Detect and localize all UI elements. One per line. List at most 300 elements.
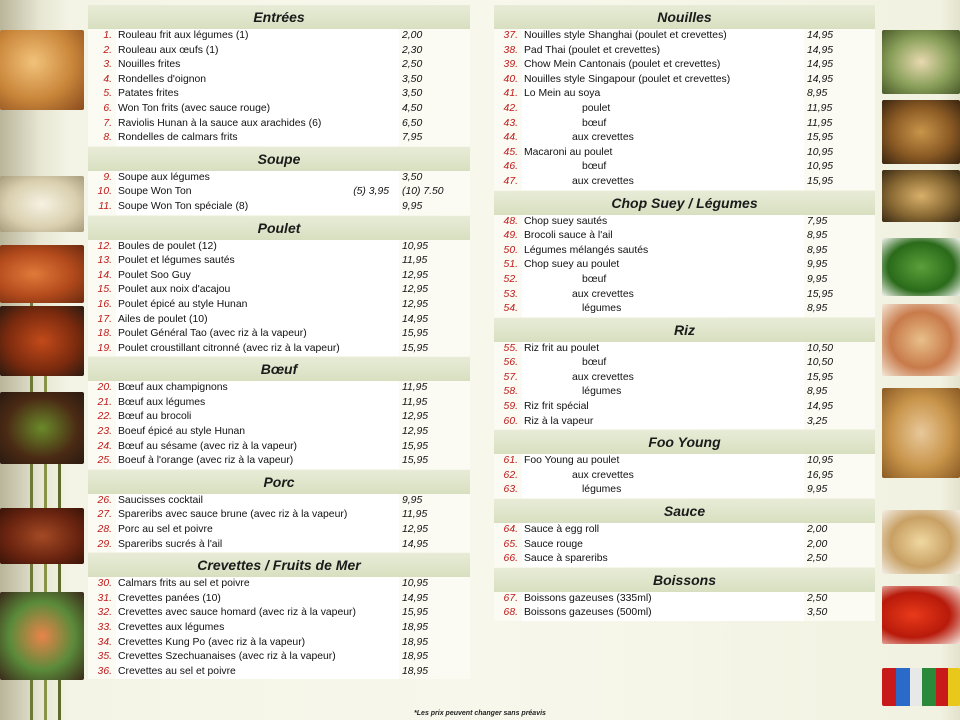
item-name-text: Ailes de poulet (10) — [118, 313, 208, 325]
item-number: 25. — [97, 455, 112, 467]
menu-item-row — [88, 313, 470, 328]
menu-item-row — [88, 73, 470, 88]
item-name — [116, 636, 399, 651]
item-price: 8,95 — [804, 244, 875, 259]
item-name — [116, 454, 399, 469]
item-name-text: Sauce à egg roll — [524, 524, 600, 536]
section-title-porc: Porc — [88, 470, 470, 494]
item-name-text: Rouleau frit aux légumes (1) — [118, 30, 249, 41]
item-name-text: Poulet Général Tao (avec riz à la vapeur) — [118, 328, 307, 340]
item-number: 19. — [97, 342, 112, 354]
item-number: 64. — [503, 524, 518, 536]
item-name — [116, 410, 399, 425]
item-number: 10. — [97, 186, 112, 198]
item-name-text: Riz frit spécial — [524, 401, 589, 413]
item-number: 65. — [503, 538, 518, 550]
item-number: 13. — [97, 255, 112, 267]
menu-item-row — [494, 415, 875, 430]
item-name — [522, 538, 804, 553]
item-name-text: aux crevettes — [572, 371, 634, 383]
item-name-text: bœuf — [582, 273, 607, 285]
item-price: 18,95 — [399, 636, 470, 651]
item-price: 9,95 — [399, 200, 470, 215]
item-name-text: Crevettes Kung Po (avec riz à la vapeur) — [118, 636, 306, 648]
spareribs-photo — [0, 508, 84, 564]
item-name — [522, 146, 804, 161]
item-number: 12. — [97, 240, 112, 252]
item-name-text: Nouilles style Shanghai (poulet et crevettes) — [524, 30, 727, 41]
item-name — [522, 117, 804, 132]
menu-item-row — [494, 302, 875, 317]
item-number: 33. — [97, 622, 112, 633]
item-number: 45. — [503, 146, 518, 158]
item-price: 3,50 — [399, 87, 470, 102]
item-name — [116, 621, 399, 636]
item-name-text: Poulet croustillant citronné (avec riz à la vapeur) — [118, 342, 340, 354]
section-title-boeuf: Bœuf — [88, 357, 470, 381]
section-items-boeuf — [88, 381, 470, 469]
menu-item-row — [88, 269, 470, 284]
menu-item-row — [88, 425, 470, 440]
item-name — [522, 415, 804, 430]
item-number: 8. — [103, 132, 112, 144]
item-number: 38. — [503, 44, 518, 56]
item-price: 14,95 — [804, 58, 875, 73]
menu-item-row — [88, 636, 470, 651]
chicken-balls-photo — [0, 245, 84, 303]
menu-right-column — [494, 4, 875, 621]
item-price: 10,95 — [804, 160, 875, 175]
item-number: 49. — [503, 230, 518, 242]
item-price: 16,95 — [804, 469, 875, 484]
menu-item-row — [494, 400, 875, 415]
item-name-text: Crevettes Szechuanaises (avec riz à la vapeur) — [118, 651, 336, 663]
item-name — [522, 215, 804, 230]
item-number: 37. — [503, 30, 518, 41]
macaroni-photo — [882, 170, 960, 222]
menu-item-row — [494, 385, 875, 400]
menu-item-row — [494, 117, 875, 132]
menu-item-row — [88, 342, 470, 357]
item-number: 16. — [97, 298, 112, 310]
item-price: 14,95 — [804, 73, 875, 88]
section-title-boissons: Boissons — [494, 568, 875, 592]
menu-item-row — [88, 508, 470, 523]
menu-item-row — [88, 410, 470, 425]
item-number: 40. — [503, 73, 518, 85]
item-number: 1. — [103, 30, 112, 41]
wonton-soup-photo — [0, 176, 84, 232]
item-name — [522, 302, 804, 317]
item-name-text: Boeuf à l'orange (avec riz à la vapeur) — [118, 455, 294, 467]
item-name — [116, 117, 399, 132]
item-number: 66. — [503, 553, 518, 565]
item-number: 63. — [503, 484, 518, 496]
section-title-nouilles: Nouilles — [494, 5, 875, 29]
menu-item-row — [494, 523, 875, 538]
item-number: 27. — [97, 509, 112, 521]
item-name — [522, 385, 804, 400]
menu-item-row — [88, 577, 470, 592]
item-name — [522, 160, 804, 175]
shanghai-noodles-photo — [882, 30, 960, 94]
menu-item-row — [494, 454, 875, 469]
item-name — [522, 552, 804, 567]
item-name — [116, 592, 399, 607]
item-price: 11,95 — [804, 117, 875, 132]
item-price: 3,25 — [804, 415, 875, 430]
item-number: 51. — [503, 259, 518, 271]
item-name — [522, 73, 804, 88]
item-price: 3,50 — [399, 73, 470, 88]
menu-item-row — [88, 283, 470, 298]
menu-item-row — [494, 160, 875, 175]
menu-item-row — [494, 29, 875, 44]
section-items-soupe — [88, 171, 470, 215]
menu-item-row — [88, 523, 470, 538]
section-items-foo-young — [494, 454, 875, 498]
item-price: 10,95 — [399, 577, 470, 592]
item-name — [116, 283, 399, 298]
menu-item-row — [494, 371, 875, 386]
item-number: 22. — [97, 411, 112, 423]
item-price: 2,50 — [804, 592, 875, 607]
item-number: 58. — [503, 386, 518, 398]
item-price: 11,95 — [399, 508, 470, 523]
item-name-text: aux crevettes — [572, 132, 634, 144]
foo-young-photo — [882, 510, 960, 574]
item-number: 55. — [503, 342, 518, 354]
item-price: 2,00 — [804, 523, 875, 538]
item-name-text: Sauce rouge — [524, 538, 583, 550]
item-name-text: Chop suey au poulet — [524, 259, 620, 271]
item-number: 28. — [97, 524, 112, 536]
shrimp-stir-fry-photo — [0, 592, 84, 680]
item-price: 7,95 — [399, 131, 470, 146]
item-name — [116, 342, 399, 357]
item-price: 10,50 — [804, 342, 875, 357]
item-number: 5. — [103, 88, 112, 100]
section-items-poulet — [88, 240, 470, 357]
item-name — [522, 523, 804, 538]
menu-item-row — [88, 494, 470, 509]
menu-item-row — [494, 258, 875, 273]
item-price: 14,95 — [399, 592, 470, 607]
item-price: 12,95 — [399, 269, 470, 284]
item-name — [116, 87, 399, 102]
item-name-text: Patates frites — [118, 88, 179, 100]
item-number: 3. — [103, 59, 112, 71]
item-name-text: Macaroni au poulet — [524, 146, 613, 158]
item-name — [116, 396, 399, 411]
item-name-text: bœuf — [582, 161, 607, 173]
beef-broccoli-photo — [0, 392, 84, 464]
item-name-text: Brocoli sauce à l'ail — [524, 230, 613, 242]
item-name — [116, 240, 399, 255]
menu-item-row — [88, 254, 470, 269]
item-name-text: légumes — [582, 303, 622, 315]
item-price: 8,95 — [804, 385, 875, 400]
item-price: 18,95 — [399, 665, 470, 680]
item-price: 11,95 — [804, 102, 875, 117]
item-price: 15,95 — [804, 371, 875, 386]
menu-item-row — [88, 381, 470, 396]
section-title-soupe: Soupe — [88, 147, 470, 171]
item-price: 3,50 — [804, 606, 875, 621]
item-price: 15,95 — [399, 606, 470, 621]
item-name — [522, 229, 804, 244]
item-price: 12,95 — [399, 298, 470, 313]
item-price: 9,95 — [804, 483, 875, 498]
item-name — [116, 44, 399, 59]
section-title-chop-suey-legumes: Chop Suey / Légumes — [494, 191, 875, 215]
menu-item-row — [88, 131, 470, 146]
menu-item-row — [494, 342, 875, 357]
item-number: 53. — [503, 288, 518, 300]
item-name-text: Bœuf aux champignons — [118, 382, 228, 394]
item-price: 15,95 — [804, 288, 875, 303]
item-price: 15,95 — [399, 454, 470, 469]
item-name-text: Saucisses cocktail — [118, 494, 203, 506]
item-name — [116, 523, 399, 538]
section-items-entrees — [88, 29, 470, 146]
menu-item-row — [494, 58, 875, 73]
item-price: 11,95 — [399, 396, 470, 411]
item-price: (10) 7.50 — [399, 185, 470, 200]
item-name-text: Poulet Soo Guy — [118, 269, 191, 281]
item-number: 17. — [97, 313, 112, 325]
item-name-text: Spareribs avec sauce brune (avec riz à la vapeur) — [118, 509, 348, 521]
item-price: 15,95 — [399, 342, 470, 357]
menu-item-row — [494, 273, 875, 288]
item-name — [116, 29, 399, 44]
item-name-text: Boeuf épicé au style Hunan — [118, 426, 246, 438]
item-number: 41. — [503, 88, 518, 100]
item-price: 14,95 — [399, 313, 470, 328]
section-items-sauce — [494, 523, 875, 567]
item-number: 11. — [98, 200, 112, 212]
item-price: 12,95 — [399, 410, 470, 425]
item-name-text: Poulet aux noix d'acajou — [118, 284, 231, 296]
item-name — [522, 58, 804, 73]
item-price: 15,95 — [399, 440, 470, 455]
item-number: 7. — [103, 117, 112, 129]
section-title-foo-young: Foo Young — [494, 430, 875, 454]
item-name — [116, 58, 399, 73]
item-number: 57. — [503, 371, 518, 383]
menu-item-row — [88, 298, 470, 313]
item-name — [522, 258, 804, 273]
item-price: 2,50 — [804, 552, 875, 567]
section-title-crevettes-fruits-de-mer: Crevettes / Fruits de Mer — [88, 553, 470, 577]
item-name-text: Sauce à spareribs — [524, 553, 608, 565]
menu-item-row — [494, 44, 875, 59]
item-name-text: Rondelles d'oignon — [118, 73, 207, 85]
item-name-text: Won Ton frits (avec sauce rouge) — [118, 102, 271, 114]
item-price: 11,95 — [399, 381, 470, 396]
item-name-text: Bœuf au sésame (avec riz à la vapeur) — [118, 440, 298, 452]
item-price: 14,95 — [804, 44, 875, 59]
item-price: 2,00 — [399, 29, 470, 44]
item-number: 21. — [97, 396, 112, 408]
item-price: 10,50 — [804, 356, 875, 371]
price-disclaimer: *Les prix peuvent changer sans préavis — [414, 710, 546, 717]
menu-item-row — [88, 665, 470, 680]
item-price: 3,50 — [399, 171, 470, 186]
item-name-text: Riz frit au poulet — [524, 342, 600, 354]
menu-item-row — [494, 215, 875, 230]
section-items-nouilles — [494, 29, 875, 190]
menu-item-row — [494, 229, 875, 244]
item-name-text: légumes — [582, 386, 622, 398]
item-name-text: Boissons gazeuses (500ml) — [524, 607, 652, 619]
item-number: 35. — [97, 651, 112, 663]
item-number: 62. — [503, 469, 518, 481]
item-name-text: bœuf — [582, 117, 607, 129]
red-sauce-photo — [882, 586, 960, 644]
item-price: 11,95 — [399, 254, 470, 269]
item-name — [522, 175, 804, 190]
item-number: 24. — [97, 440, 112, 452]
item-name — [116, 313, 399, 328]
menu-left-column — [88, 4, 470, 679]
item-price: 9,95 — [804, 273, 875, 288]
item-name-text: aux crevettes — [572, 469, 634, 481]
menu-item-row — [88, 396, 470, 411]
item-price: 18,95 — [399, 650, 470, 665]
item-name-text: Crevettes aux légumes — [118, 622, 225, 633]
item-number: 14. — [97, 269, 112, 281]
item-name — [116, 254, 399, 269]
item-name — [522, 342, 804, 357]
item-name — [522, 371, 804, 386]
broccoli-photo — [882, 238, 960, 296]
item-number: 46. — [503, 161, 518, 173]
item-name — [522, 273, 804, 288]
item-number: 4. — [103, 73, 112, 85]
item-price: 18,95 — [399, 621, 470, 636]
item-name-text: Légumes mélangés sautés — [524, 244, 649, 256]
item-small-price: (5) 3,95 — [353, 186, 389, 198]
item-number: 44. — [503, 132, 518, 144]
item-name — [522, 102, 804, 117]
item-name — [116, 606, 399, 621]
item-name-text: Spareribs sucrés à l'ail — [118, 538, 223, 550]
item-name — [522, 29, 804, 44]
menu-item-row — [494, 538, 875, 553]
item-price: 2,30 — [399, 44, 470, 59]
item-number: 31. — [97, 592, 112, 604]
item-price: 12,95 — [399, 425, 470, 440]
section-title-sauce: Sauce — [494, 499, 875, 523]
item-name — [522, 87, 804, 102]
general-tao-chicken-photo — [0, 306, 84, 376]
item-price: 10,95 — [804, 146, 875, 161]
menu-item-row — [88, 440, 470, 455]
item-name-text: Soupe aux légumes — [118, 171, 210, 183]
menu-item-row — [88, 592, 470, 607]
item-name — [116, 185, 399, 200]
section-title-entrees: Entrées — [88, 5, 470, 29]
item-name-text: Porc au sel et poivre — [118, 524, 213, 536]
menu-item-row — [88, 29, 470, 44]
item-number: 2. — [103, 44, 112, 56]
menu-item-row — [88, 102, 470, 117]
item-number: 23. — [97, 426, 112, 438]
lo-mein-photo — [882, 100, 960, 164]
item-price: 2,00 — [804, 538, 875, 553]
item-name-text: Crevettes au sel et poivre — [118, 665, 236, 677]
item-name-text: Lo Mein au soya — [524, 88, 601, 100]
item-name — [116, 327, 399, 342]
item-name — [116, 577, 399, 592]
item-number: 43. — [503, 117, 518, 129]
menu-item-row — [88, 621, 470, 636]
item-number: 59. — [503, 401, 518, 413]
section-items-riz — [494, 342, 875, 430]
item-name — [116, 425, 399, 440]
item-name — [522, 454, 804, 469]
item-name-text: bœuf — [582, 357, 607, 369]
item-number: 6. — [103, 102, 112, 114]
item-name — [522, 131, 804, 146]
item-name — [116, 102, 399, 117]
item-name-text: Raviolis Hunan à la sauce aux arachides (6) — [118, 117, 322, 129]
item-name-text: Boissons gazeuses (335ml) — [524, 592, 652, 604]
item-name-text: Riz à la vapeur — [524, 415, 594, 427]
item-name-text: Bœuf aux légumes — [118, 396, 206, 408]
menu-item-row — [494, 73, 875, 88]
item-name-text: aux crevettes — [572, 175, 634, 187]
item-number: 39. — [503, 59, 518, 71]
item-name-text: Soupe Won Ton spéciale (8) — [118, 200, 249, 212]
item-number: 56. — [503, 357, 518, 369]
menu-item-row — [494, 469, 875, 484]
menu-item-row — [494, 552, 875, 567]
item-price: 15,95 — [804, 175, 875, 190]
item-number: 47. — [503, 175, 518, 187]
menu-item-row — [88, 58, 470, 73]
menu-item-row — [88, 240, 470, 255]
item-name — [522, 44, 804, 59]
menu-item-row — [88, 87, 470, 102]
item-price: 9,95 — [399, 494, 470, 509]
item-name — [522, 400, 804, 415]
item-name — [522, 244, 804, 259]
item-number: 26. — [97, 494, 112, 506]
item-name-text: Boules de poulet (12) — [118, 240, 217, 252]
item-price: 6,50 — [399, 117, 470, 132]
item-name-text: Calmars frits au sel et poivre — [118, 578, 250, 590]
item-number: 18. — [97, 328, 112, 340]
menu-item-row — [494, 592, 875, 607]
item-number: 34. — [97, 636, 112, 648]
menu-item-row — [494, 483, 875, 498]
section-title-riz: Riz — [494, 318, 875, 342]
item-number: 50. — [503, 244, 518, 256]
menu-item-row — [494, 606, 875, 621]
item-name-text: Bœuf au brocoli — [118, 411, 192, 423]
item-price: 14,95 — [804, 29, 875, 44]
item-name-text: Crevettes avec sauce homard (avec riz à la vapeur) — [118, 607, 356, 619]
menu-item-row — [88, 185, 470, 200]
item-price: 8,95 — [804, 229, 875, 244]
item-name — [116, 269, 399, 284]
menu-item-row — [494, 131, 875, 146]
item-price: 9,95 — [804, 258, 875, 273]
item-price: 15,95 — [399, 327, 470, 342]
menu-item-row — [88, 200, 470, 215]
